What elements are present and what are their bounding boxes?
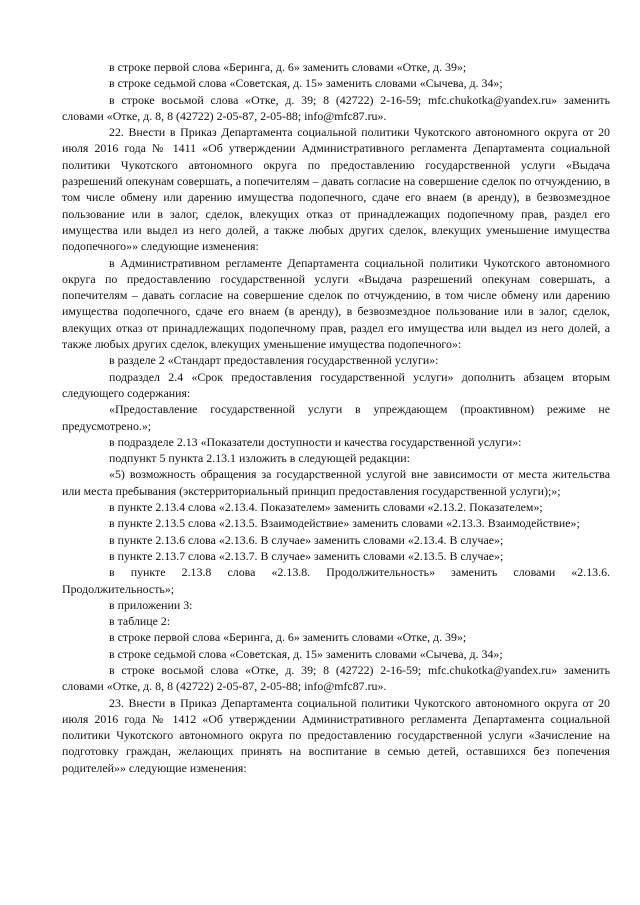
paragraph: подпункт 5 пункта 2.13.1 изложить в следующей редакции: [109,451,410,466]
paragraph: в пункте 2.13.4 слова «2.13.4. Показателем» заменить словами «2.13.2. Показателем»; [109,500,543,515]
paragraph: в разделе 2 «Стандарт предоставления государственной услуги»: [109,353,439,368]
paragraph: в строке первой слова «Беринга, д. 6» заменить словами «Отке, д. 39»; [109,60,467,74]
paragraph: в таблице 2: [109,614,171,629]
paragraph: в строке восьмой слова «Отке, д. 39; 8 (42722) 2-16-59; mfc.chukotka@yandex.ru» заменить словами «Отке, д. 8, 8 (42722) 2-05-87, 2-05-88; info@mfc87.ru». [62,92,610,123]
paragraph: в приложении 3: [109,597,193,612]
paragraph: подраздел 2.4 «Срок предоставления государственной услуги» дополнить абзацем вторым следующего содержания: [62,369,610,400]
paragraph: в строке первой слова «Беринга, д. 6» заменить словами «Отке, д. 39»; [109,630,467,645]
paragraph-section-22: 22. Внести в Приказ Департамента социальной политики Чукотского автономного округа от 20 июля 2016 года № 1411 «Об утверждении Административного регламента Департамента социальной политики Чукотского автономного округа по предоставлению государственной услуги «Выдача разрешений опекунам совершать, а попечителям – давать согласие на совершение сделок по отчуждению, в том числе обмену или дарению имущества подопечного, сдаче его внаем (в аренду), в безвозмездное пользование или в залог, сделок, влекущих отказ от принадлежащих подопечному прав, раздел его имущества или выдел из него долей, а также любых других сделок, влекущих уменьшение имущества подопечного»» следующие изменения: [62,125,610,254]
paragraph: в пункте 2.13.8 слова «2.13.8. Продолжительность» заменить словами «2.13.6. Продолжительность»; [62,565,610,596]
paragraph: в строке седьмой слова «Советская, д. 15» заменить словами «Сычева, д. 34»; [109,646,503,661]
paragraph: «5) возможность обращения за государственной услугой вне зависимости от места жительства или места пребывания (экстерриториальный принцип предоставления государственной услуги);»; [62,467,610,498]
paragraph: в строке восьмой слова «Отке, д. 39; 8 (42722) 2-16-59; mfc.chukotka@yandex.ru» заменить словами «Отке, д. 8, 8 (42722) 2-05-87, 2-05-88; info@mfc87.ru». [62,662,610,694]
paragraph: в Административном регламенте Департамента социальной политики Чукотского автономного округа по предоставлению государственной услуги «Выдача разрешений опекунам совершать, а попечителям – давать согласие на совершение сделок по отчуждению, в том числе обмену или дарению имущества подопечного, сдаче его внаем (в аренду), в безвозмездное пользование или в залог, сделок, влекущих отказ от принадлежащих подопечному прав, раздел его имущества или выдел из него долей, а также любых других сделок, влекущих уменьшение имущества подопечного»: [62,255,610,352]
paragraph-section-23: 23. Внести в Приказ Департамента социальной политики Чукотского автономного округа от 20 июля 2016 года № 1412 «Об утверждении Административного регламента Департамента социальной политики Чукотского автономного округа по предоставлению государственной услуги «Зачисление на подготовку граждан, желающих принять на воспитание в семью детей, оставшихся без попечения родителей»» следующие изменения: [62,695,610,775]
paragraph: в подразделе 2.13 «Показатели доступности и качества государственной услуги»: [109,434,522,449]
paragraph: «Предоставление государственной услуги в упреждающем (проактивном) режиме не предусмотрено.»; [62,402,610,433]
paragraph: в пункте 2.13.7 слова «2.13.7. В случае» заменить словами «2.13.5. В случае»; [109,548,504,563]
paragraph: в строке седьмой слова «Советская, д. 15» заменить словами «Сычева, д. 34»; [109,76,503,91]
paragraph: в пункте 2.13.5 слова «2.13.5. Взаимодействие» заменить словами «2.13.3. Взаимодействие»; [109,516,580,531]
paragraph: в пункте 2.13.6 слова «2.13.6. В случае» заменить словами «2.13.4. В случае»; [109,532,504,547]
